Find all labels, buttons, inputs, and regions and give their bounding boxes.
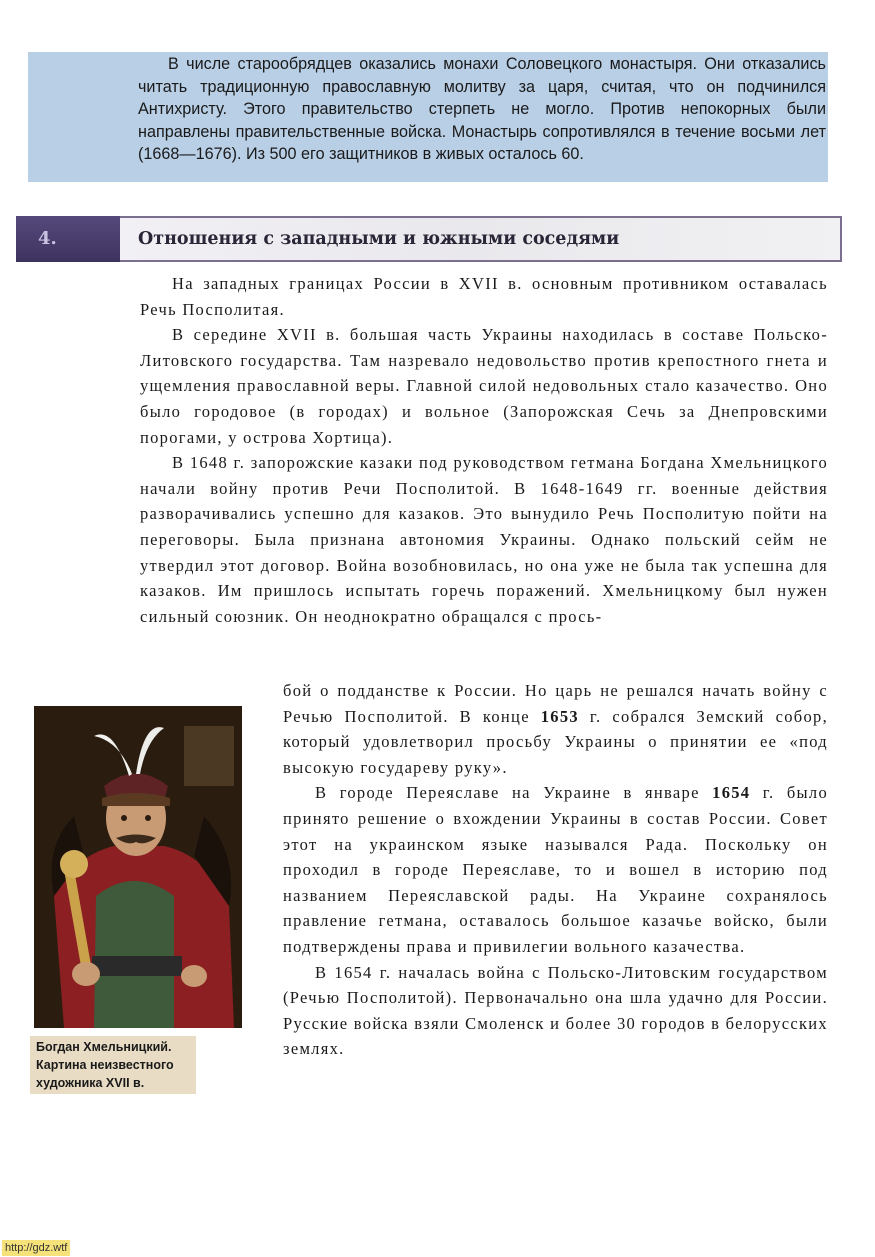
year-1653: 1653: [540, 706, 579, 726]
text-fragment: бой о подданстве к России. Но царь не решался начать войну с Речью Посполитой. В конце: [283, 681, 828, 726]
section-title: Отношения с западными и южными соседями: [138, 229, 620, 249]
main-text-bottom: [283, 678, 828, 1062]
caption-line-1: Богдан Хмельницкий.: [36, 1040, 172, 1054]
caption-line-3: художника XVII в.: [36, 1076, 145, 1090]
paragraph-war-1654: В 1654 г. началась война с Польско-Литовским государством (Речью Посполитой). Первоначально она шла удачно для России. Русские войска взяли Смоленск и более 30 городов в белорусских землях.: [283, 962, 828, 1059]
section-header: [16, 216, 842, 262]
portrait-khmelnitsky-image: [34, 706, 242, 1028]
paragraph-khmelnitsky-war: В 1648 г. запорожские казаки под руководством гетмана Богдана Хмельницкого начали войну против Речи Посполитой. В 1648-1649 гг. военные действия разворачивались успешно для казаков. Это вынудило Речь Посполитую пойти на переговоры. Была признана автономия Украины. Однако польский сейм не утвердил этот договор. Война возобновилась, но она уже не была так успешна для казаков. Им пришлось испытать горечь поражений. Хмельницкому был нужен сильный союзник. Он неоднократно обращался с прось-: [140, 453, 828, 626]
callout-text: В числе старообрядцев оказались монахи Соловецкого монастыря. Они отказались читать традиционную православную молитву за царя, считая, что он подчинился Антихристу. Этого правительство стерпеть не могло. Против непокорных были направлены правительственные войска. Монастырь сопротивлялся в течение восьми лет (1668—1676). Из 500 его защитников в живых осталось 60.: [138, 55, 826, 164]
section-number: 4.: [16, 216, 120, 262]
paragraph-western-borders: На западных границах России в XVII в. основным противником оставалась Речь Посполитая.: [140, 274, 828, 319]
paragraph-pereyaslav: [283, 780, 828, 959]
caption-line-2: Картина неизвестного: [36, 1058, 174, 1072]
text-fragment: г. было принято решение о вхождении Украины в состав России. Совет этот на украинском языке назывался Рада. Поскольку он проходил в городе Переяславе, то и вошел в историю под названием Переяславской рады. На Украине сохранялось правление гетмана, оставалось большое казачье войско, были подтверждены права и привилегии вольного казачества.: [283, 783, 828, 956]
text-fragment: г. собрался Земский собор, который удовлетворил просьбу Украины о принятии ее «под высокую государеву руку».: [283, 706, 828, 777]
paragraph-ukraine: В середине XVII в. большая часть Украины находилась в составе Польско-Литовского государства. Там назревало недовольство против крепостного гнета и ущемления православной веры. Главной силой недовольных стало казачество. Оно было городовое (в городах) и вольное (Запорожская Сечь за Днепровскими порогами, у острова Хортица).: [140, 325, 828, 447]
main-text-top: [140, 271, 828, 629]
text-fragment: В городе Переяславе на Украине в январе: [315, 783, 713, 803]
portrait-caption: [30, 1036, 196, 1094]
source-link[interactable]: http://gdz.wtf: [2, 1240, 70, 1256]
year-1654: 1654: [712, 783, 751, 803]
portrait-image: [34, 706, 242, 1028]
callout-box: [28, 52, 828, 182]
paragraph-khmelnitsky-war-continued: [283, 678, 828, 780]
